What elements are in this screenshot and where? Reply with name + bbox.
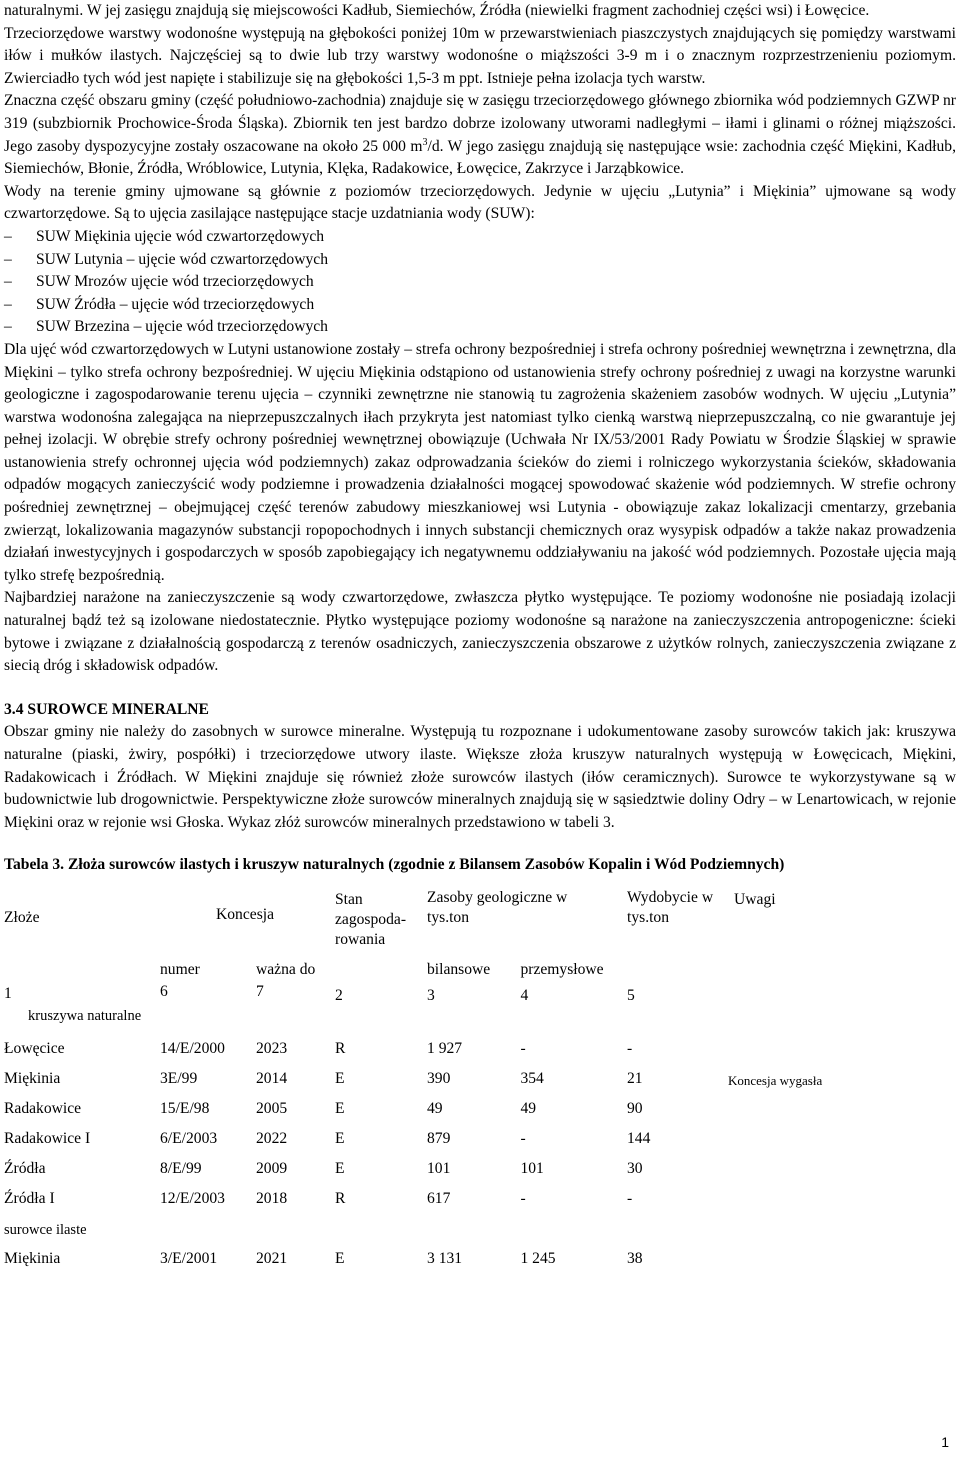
cell-bilansowe: 879	[427, 1130, 451, 1148]
cell-numer: 3E/99	[160, 1070, 198, 1088]
list-dash: –	[4, 273, 12, 291]
list-item	[4, 271, 956, 294]
paragraph	[4, 90, 956, 180]
cell-bilansowe: 617	[427, 1190, 451, 1208]
deposits-table	[4, 888, 858, 1274]
document-page	[4, 0, 956, 1274]
cell-wydobycie: 21	[627, 1070, 643, 1088]
cell-przemyslowe: -	[520, 1130, 526, 1148]
category-row	[4, 1006, 858, 1034]
list-dash: –	[4, 250, 12, 268]
list-dash: –	[4, 295, 12, 313]
paragraph: Dla ujęć wód czwartorzędowych w Lutyni ustanowione zostały – strefa ochrony bezpośredniej i strefa ochrony pośredniej wewnętrzna i zewnętrzna, dla Miękini – tylko strefa ochrony bezpośredniej. W ujęciu Miękinia odstąpiono od ustanowienia strefy ochrony pośredniej z uwagi na korzystne warunki geologiczne i zagospodarowanie terenu ujęcia – czynniki zewnętrzne nie stanowią tu zagrożenia skażeniem zasobów wodnych. W ujęciu „Lutynia” warstwa wodonośna zalegająca na nieprzepuszczalnych iłach przykryta jest natomiast tylko cienką warstwą nieprzepuszczalną, co nie gwarantuje jej pełnej izolacji. W obrębie strefy ochrony pośredniej wewnętrznej obowiązuje (Uchwała Nr IX/53/2001 Rady Powiatu w Środzie Śląskiej w sprawie ustanowienia strefy ochronnej ujęcia wód podziemnych) zakaz odprowadzania ścieków do ziemi i rolniczego wykorzystania ścieków, składowania odpadów mogących zanieczyścić wody podziemne i prowadzenia działalności mogącej spowodować skażenie wód podziemnych. W strefie ochrony pośredniej zewnętrznej – obejmującej część terenów zabudowy mieszkaniowej wsi Lutynia - obowiązuje zakaz lokalizacji cmentarzy, grzebania zwierząt, lokalizowania magazynów substancji ropopochodnych i innych substancji chemicznych oraz wysypisk odpadów a także nakaz prowadzenia działań inwestycyjnych i gospodarczych w sposób zapobiegający ich negatywnemu oddziaływaniu na jakość wód podziemnych. Pozostałe ujęcia mają tylko strefę bezpośrednią.	[4, 340, 956, 584]
cell-zloze: Radakowice I	[4, 1130, 91, 1148]
list-item	[4, 294, 956, 317]
cell-wazna: 2022	[256, 1130, 288, 1148]
cell-bilansowe: 101	[427, 1160, 451, 1178]
section-heading: 3.4 SUROWCE MINERALNE	[4, 700, 209, 718]
table-row	[4, 1124, 858, 1154]
column-number: 3	[427, 987, 435, 1005]
superscript: 3	[422, 136, 428, 148]
cell-stan: E	[335, 1250, 345, 1268]
cell-wazna: 2018	[256, 1190, 288, 1208]
paragraph: Obszar gminy nie należy do zasobnych w surowce mineralne. Występują tu rozpoznane i udokumentowane zasoby surowców takich jak: kruszywa naturalne (piaski, żwiry, pospółki) i trzeciorzędowe utwory ilaste. Większe złoża kruszyw naturalnych występują w Łowęcicach, Miękini, Radakowicach i Źródłach. W Miękini znajduje się również złoże surowców ilastych (iłów ceramicznych). Surowce te wykorzystywane są w budownictwie lub drogownictwie. Perspektywiczne złoże surowców mineralnych znajdują się w sąsiedztwie doliny Odry – w Lenartowicach, w rejonie Miękini oraz w rejonie wsi Głoska. Wykaz złóż surowców mineralnych przedstawiono w tabeli 3.	[4, 723, 956, 831]
list-dash: –	[4, 318, 12, 336]
list-item-text: SUW Źródła – ujęcie wód trzeciorzędowych	[36, 295, 315, 313]
cell-wazna: 2021	[256, 1250, 288, 1268]
cell-zloze: Źródła	[4, 1160, 46, 1178]
cell-uwagi	[728, 1184, 858, 1214]
column-number: 4	[520, 987, 529, 1005]
table-row	[4, 1064, 858, 1094]
cell-uwagi	[728, 1124, 858, 1154]
header-przemyslowe: przemysłowe	[520, 961, 604, 979]
cell-przemyslowe: -	[520, 1190, 526, 1208]
cell-zloze: Łowęcice	[4, 1040, 65, 1058]
paragraph: Wody na terenie gminy ujmowane są głównie z poziomów trzeciorzędowych. Jedynie w ujęciu „Lutynia” i Miękinia” ujmowane są wody czwartorzędowe. Są to ujęcia zasilające następujące stacje uzdatniania wody (SUW):	[4, 182, 956, 223]
cell-przemyslowe: 1 245	[520, 1250, 556, 1268]
list-item	[4, 226, 956, 249]
column-number-row	[4, 982, 858, 1006]
column-number: 2	[335, 987, 343, 1005]
column-number: 7	[256, 983, 264, 1001]
list-item-text: SUW Mrozów ujęcie wód trzeciorzędowych	[36, 273, 314, 291]
cell-stan: E	[335, 1130, 345, 1148]
cell-przemyslowe: 101	[520, 1160, 544, 1178]
cell-uwagi	[728, 1154, 858, 1184]
cell-numer: 8/E/99	[160, 1160, 202, 1178]
cell-wydobycie: 144	[627, 1130, 651, 1148]
header-stan: Stan zagospoda-rowania	[335, 891, 407, 949]
list-item-text: SUW Miękinia ujęcie wód czwartorzędowych	[36, 227, 325, 245]
table-row	[4, 1184, 858, 1214]
cell-uwagi	[728, 1034, 858, 1064]
category-label: surowce ilaste	[4, 1222, 87, 1239]
cell-numer: 3/E/2001	[160, 1250, 218, 1268]
header-bilansowe: bilansowe	[427, 961, 491, 979]
list-item	[4, 249, 956, 272]
cell-uwagi	[728, 1094, 858, 1124]
cell-wydobycie: -	[627, 1040, 633, 1058]
cell-wydobycie: 90	[627, 1100, 643, 1118]
table-row	[4, 1034, 858, 1064]
header-zasoby: Zasoby geologiczne w tys.ton	[427, 889, 568, 927]
cell-bilansowe: 49	[427, 1100, 443, 1118]
list-item-text: SUW Lutynia – ujęcie wód czwartorzędowych	[36, 250, 328, 268]
header-wydobycie: Wydobycie w tys.ton	[627, 889, 714, 927]
paragraph: naturalnymi. W jej zasięgu znajdują się miejscowości Kadłub, Siemiechów, Źródła (niewielki fragment zachodniej części wsi) i Łowęcice.	[4, 2, 870, 19]
column-number: 6	[160, 983, 168, 1001]
cell-wazna: 2023	[256, 1040, 288, 1058]
list-item-text: SUW Brzezina – ujęcie wód trzeciorzędowych	[36, 318, 328, 336]
cell-wydobycie: 30	[627, 1160, 643, 1178]
column-number: 1	[4, 985, 12, 1003]
cell-zloze: Miękinia	[4, 1070, 61, 1088]
cell-wazna: 2009	[256, 1160, 288, 1178]
cell-numer: 6/E/2003	[160, 1130, 218, 1148]
cell-stan: R	[335, 1040, 346, 1058]
paragraph-text: Znaczna część obszaru gminy (część południowo-zachodnia) znajduje się w zasięgu trzeciorzędowego głównego zbiornika wód podziemnych GZWP nr 319 (subzbiornik Prochowice-Środa Śląska). Zbiornik ten jest bardzo dobrze izolowany utworami nadległymi – iłami i glinami o różnej miąższości. Jego zasoby dyspozycyjne zostały oszacowane na około 25 000 m	[4, 92, 956, 155]
cell-bilansowe: 3 131	[427, 1250, 463, 1268]
paragraph: Najbardziej narażone na zanieczyszczenie są wody czwartorzędowe, zwłaszcza płytko występujące. Te poziomy wodonośne nie posiadają izolacji naturalnej bądź też są izolowane niedostatecznie. Płytko występujące poziomy wodonośne są narażone na zanieczyszczenia antropogeniczne: ścieki bytowe i związane z działalnością gospodarczą z terenów osadniczych, zanieczyszczenia obszarowe z użytków rolnych, zanieczyszczenia związane z siecią dróg i składowisk odpadów.	[4, 589, 956, 675]
cell-przemyslowe: -	[520, 1040, 526, 1058]
table-row	[4, 1244, 858, 1274]
column-number: 5	[627, 987, 635, 1005]
header-uwagi: Uwagi	[734, 891, 776, 909]
list-dash: –	[4, 227, 12, 245]
paragraph-text: /d. W jego zasięgu znajdują się następujące wsie: zachodnia część Miękini, Kadłub, Siemiechów, Błonie, Źródła, Wróblowice, Lutynia, Klęka, Radakowice, Łowęcice, Zakrzyce i Jarząbkowice.	[4, 137, 956, 178]
category-row	[4, 1214, 858, 1244]
cell-wazna: 2014	[256, 1070, 288, 1088]
list-item	[4, 316, 956, 339]
cell-stan: R	[335, 1190, 346, 1208]
header-numer: numer	[160, 961, 200, 979]
category-label: kruszywa naturalne	[28, 1008, 142, 1025]
header-wazna-do: ważna do	[256, 961, 316, 979]
cell-zloze: Miękinia	[4, 1250, 61, 1268]
cell-bilansowe: 1 927	[427, 1040, 463, 1058]
cell-numer: 14/E/2000	[160, 1040, 225, 1058]
cell-wydobycie: 38	[627, 1250, 643, 1268]
cell-numer: 12/E/2003	[160, 1190, 225, 1208]
suw-list	[4, 226, 956, 339]
cell-zloze: Źródła I	[4, 1190, 55, 1208]
table-header-row	[4, 888, 858, 958]
cell-numer: 15/E/98	[160, 1100, 210, 1118]
table-row	[4, 1154, 858, 1184]
cell-bilansowe: 390	[427, 1070, 451, 1088]
cell-przemyslowe: 49	[520, 1100, 537, 1118]
page-number: 1	[941, 1434, 949, 1450]
table-caption: Tabela 3. Złoża surowców ilastych i kruszyw naturalnych (zgodnie z Bilansem Zasobów Kopalin i Wód Podziemnych)	[4, 856, 785, 874]
cell-wazna: 2005	[256, 1100, 288, 1118]
paragraph: Trzeciorzędowe warstwy wodonośne występują na głębokości poniżej 10m w przewarstwieniach piaszczystych znajdujących się pomiędzy warstwami iłów i mułków ilastych. Najczęściej są to dwie lub trzy warstwy wodonośne o miąższości 3-9 m i o znacznym rozprzestrzenieniu poziomym. Zwierciadło tych wód jest napięte i stabilizuje się na głębokości 1,5-3 m ppt. Istnieje pełna izolacja tych warstw.	[4, 24, 956, 87]
header-koncesja: Koncesja	[216, 906, 275, 924]
cell-stan: E	[335, 1100, 345, 1118]
cell-zloze: Radakowice	[4, 1100, 82, 1118]
cell-przemyslowe: 354	[520, 1070, 544, 1088]
cell-uwagi	[728, 1244, 858, 1274]
cell-stan: E	[335, 1070, 345, 1088]
cell-stan: E	[335, 1160, 345, 1178]
table-subheader-row	[4, 958, 858, 982]
cell-uwagi: Koncesja wygasła	[728, 1073, 823, 1089]
cell-wydobycie: -	[627, 1190, 633, 1208]
table-row	[4, 1094, 858, 1124]
header-zloze: Złoże	[4, 909, 40, 927]
